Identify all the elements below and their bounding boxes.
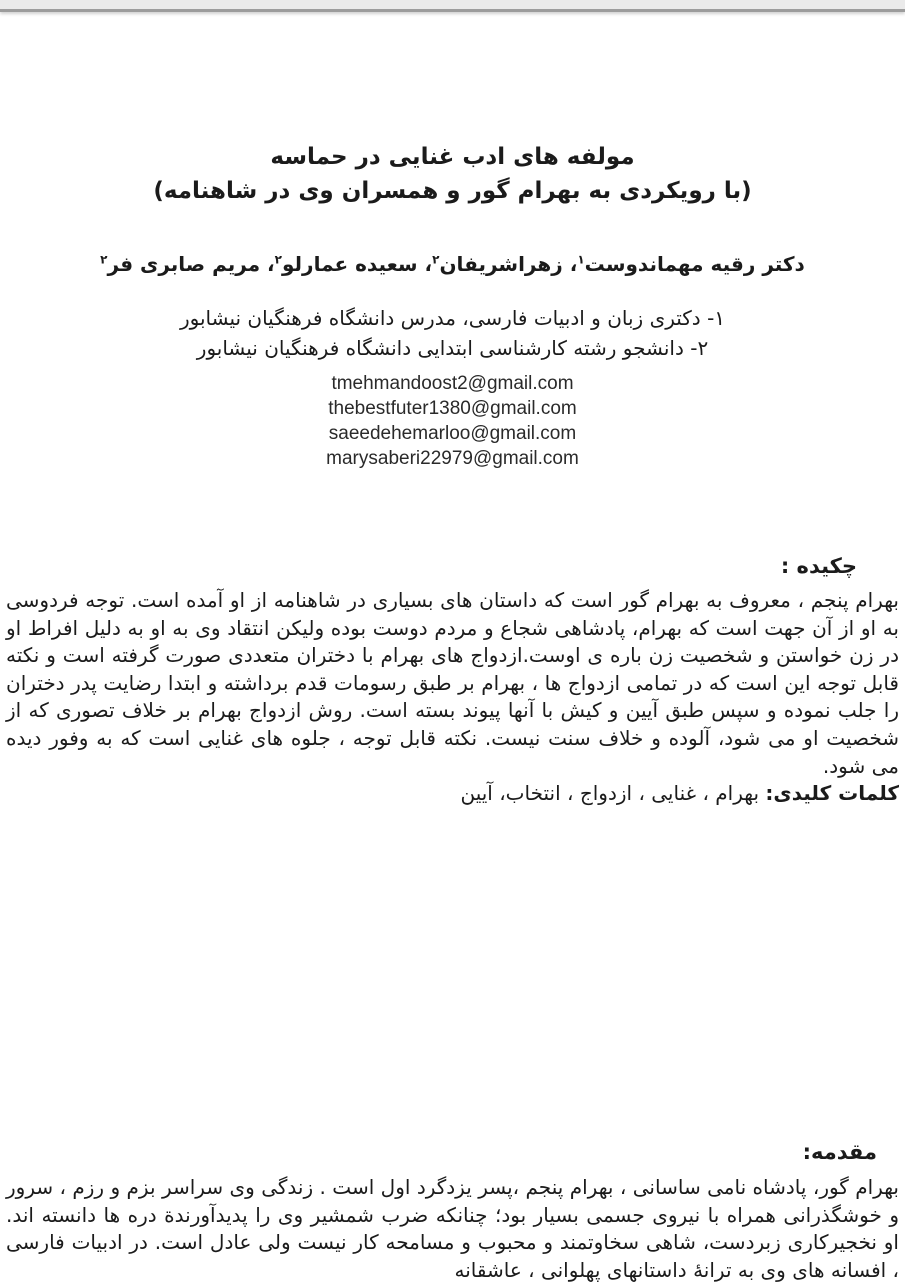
author-affiliation-mark: ۲ <box>100 252 108 267</box>
keywords-line <box>6 780 899 808</box>
keywords-value: بهرام ، غنایی ، ازدواج ، انتخاب، آیین <box>460 781 766 806</box>
affiliation-line: ۱- دکتری زبان و ادبیات فارسی، مدرس دانشگاه فرهنگیان نیشابور <box>179 306 726 330</box>
author-name: دکتر رقیه مهماندوست <box>584 252 805 276</box>
email-address: thebestfuter1380@gmail.com <box>328 398 577 419</box>
author-name: ، سعیده عمارلو <box>282 252 433 276</box>
paper-title <box>0 140 905 208</box>
keywords-label: کلمات کلیدی: <box>765 781 899 806</box>
author-affiliation-mark: ۱ <box>577 252 585 267</box>
paper-title-line2: (با رویکردی به بهرام گور و همسران وی در شاهنامه) <box>153 178 752 204</box>
scan-top-edge <box>0 0 905 12</box>
abstract-body: بهرام پنجم ، معروف به بهرام گور است که داستان های بسیاری در شاهنامه از او آمده است. توجه فردوسی به او از آن جهت است که بهرام، پادشاهی شجاع و مردم دوست بوده ولیکن انتقاد وی به او به دلیل افراط او در زن خواستن و شخصیت زن باره ی اوست.ازدواج های بهرام با دختران متعددی صورت گرفته است و نکته قابل توجه این است که در تمامی ازدواج ها ، بهرام بر طبق رسومات قدم برداشته و ابتدا رضایت پدر دختران را جلب نموده و سپس طبق آیین و کیش با آنها پیوند بسته است. روش ازدواج بهرام بر خلاف تصوری که از شخصیت او می شود، آلوده و خلاف سنت نیست. نکته قابل توجه ، جلوه های غنایی است که به وفور دیده می شود. <box>6 588 899 778</box>
author-name: ، زهراشریفان <box>439 252 578 276</box>
authors-line <box>0 249 905 279</box>
author-affiliation-mark: ۲ <box>432 252 440 267</box>
abstract-section <box>2 551 905 808</box>
author-name: ، مریم صابری فر <box>107 252 275 276</box>
affiliation-line: ۲- دانشجو رشته کارشناسی ابتدایی دانشگاه فرهنگیان نیشابور <box>196 336 709 360</box>
introduction-body: بهرام گور، پادشاه نامی ساسانی ، بهرام پنجم ،پسر یزدگرد اول است . زندگی وی سراسر بزم و رزم ، سرور و خوشگذرانی همراه با نیروی جسمی بسیار بود؛ چنانکه ضرب شمشیر وی را پدیدآورندة دره ها دانسته اند. او نخجیرکاری زبردست، شاهی سخاوتمند و محبوب و مسامحه کار نیست ولی عادل است. در ادبیات فارسی ، افسانه های وی به ترانهٔ داستانهای پهلوانی ، عاشقانه <box>6 1175 899 1282</box>
author-affiliation-mark: ۲ <box>274 252 282 267</box>
email-address: saeedehemarloo@gmail.com <box>328 423 577 444</box>
emails-block <box>0 371 905 471</box>
abstract-heading: چکیده : <box>780 554 857 578</box>
introduction-heading: مقدمه: <box>802 1140 877 1164</box>
affiliations-block <box>0 303 905 363</box>
email-address: marysaberi22979@gmail.com <box>326 448 579 469</box>
email-address: tmehmandoost2@gmail.com <box>331 373 574 394</box>
paper-title-line1: مولفه های ادب غنایی در حماسه <box>270 144 635 170</box>
introduction-section <box>2 1137 905 1284</box>
